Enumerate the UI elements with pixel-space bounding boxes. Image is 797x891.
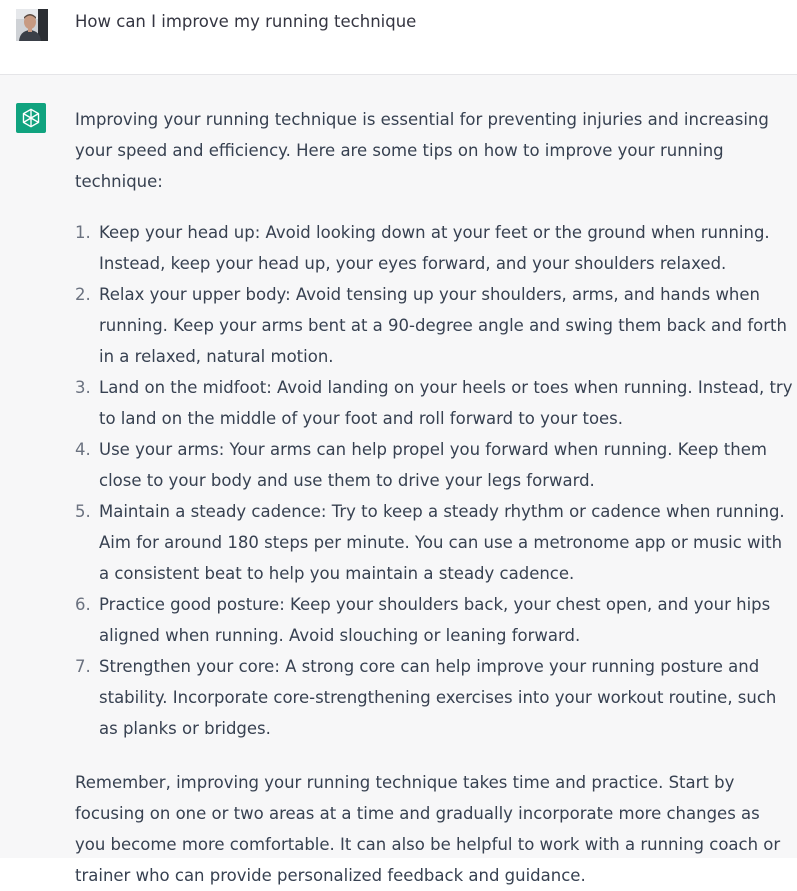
user-avatar	[16, 9, 48, 41]
list-number: 6.	[75, 595, 91, 614]
list-item-text: Maintain a steady cadence: Try to keep a steady rhythm or cadence when running. Aim for around 180 steps per minute. You can use a metronome app or music with a consistent beat to help you maintain a steady cadence.	[99, 502, 785, 583]
list-number: 2.	[75, 285, 91, 304]
assistant-message-body	[75, 104, 793, 891]
list-number: 1.	[75, 223, 91, 242]
list-item	[75, 217, 793, 279]
list-item	[75, 589, 793, 651]
list-item	[75, 496, 793, 589]
list-item	[75, 372, 793, 434]
assistant-outro: Remember, improving your running technique takes time and practice. Start by focusing on one or two areas at a time and gradually incorporate more changes as you become more comfortable. It can also be helpful to work with a running coach or trainer who can provide personalized feedback and guidance.	[75, 773, 781, 885]
list-item	[75, 279, 793, 372]
list-number: 5.	[75, 502, 91, 521]
tips-list	[75, 217, 793, 744]
list-number: 7.	[75, 657, 91, 676]
list-number: 3.	[75, 378, 91, 397]
assistant-message	[0, 75, 797, 885]
list-item-text: Strengthen your core: A strong core can help improve your running posture and stability. Incorporate core-strengthening exercises into your workout routine, such as planks or bridges.	[99, 657, 777, 738]
list-item	[75, 651, 793, 744]
list-item-text: Relax your upper body: Avoid tensing up your shoulders, arms, and hands when running. Keep your arms bent at a 90-degree angle and swing them back and forth in a relaxed, natural motion.	[99, 285, 787, 366]
user-avatar-photo-icon	[16, 9, 48, 41]
user-message-text: How can I improve my running technique	[75, 12, 417, 31]
list-number: 4.	[75, 440, 91, 459]
assistant-intro: Improving your running technique is essential for preventing injuries and increasing your speed and efficiency. Here are some tips on how to improve your running technique:	[75, 110, 769, 191]
list-item-text: Keep your head up: Avoid looking down at your feet or the ground when running. Instead, keep your head up, your eyes forward, and your shoulders relaxed.	[99, 223, 770, 273]
user-message	[0, 0, 797, 75]
list-item-text: Land on the midfoot: Avoid landing on your heels or toes when running. Instead, try to land on the middle of your foot and roll forward to your toes.	[99, 378, 793, 428]
list-item-text: Use your arms: Your arms can help propel you forward when running. Keep them close to your body and use them to drive your legs forward.	[99, 440, 767, 490]
list-item	[75, 434, 793, 496]
openai-logo-icon	[20, 107, 42, 129]
list-item-text: Practice good posture: Keep your shoulders back, your chest open, and your hips aligned when running. Avoid slouching or leaning forward.	[99, 595, 771, 645]
assistant-avatar	[16, 103, 46, 133]
